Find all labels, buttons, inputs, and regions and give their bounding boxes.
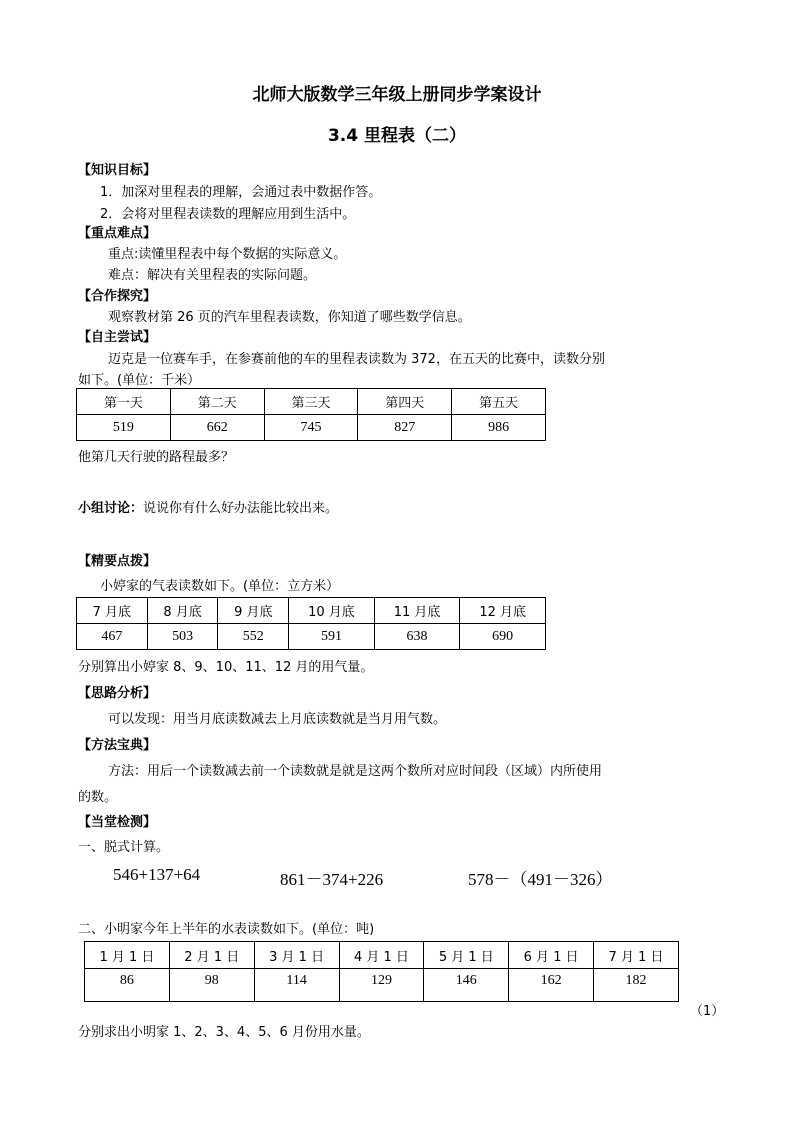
water-meter-table [84, 941, 679, 1002]
calc-expression-3: 578－（491－326） [468, 870, 613, 889]
goal-item-2: 2．会将对里程表读数的理解应用到生活中。 [100, 207, 356, 222]
explore-heading: 【合作探究】 [78, 289, 157, 304]
table-header-cell: 7 月底 [77, 598, 148, 624]
table-header-cell: 第四天 [358, 389, 452, 415]
table-cell: 986 [452, 415, 546, 441]
table-header-cell: 2 月 1 日 [169, 942, 254, 969]
table-cell: 146 [424, 969, 509, 1002]
table-cell: 519 [77, 415, 171, 441]
calc-expression-2: 861－374+226 [280, 870, 384, 889]
explore-text: 观察教材第 26 页的汽车里程表读数，你知道了哪些数学信息。 [108, 310, 471, 325]
table-header-cell: 9 月底 [218, 598, 289, 624]
table-cell: 467 [77, 624, 148, 650]
table-header-cell: 7 月 1 日 [594, 942, 679, 969]
self-try-text-line2: 如下。(单位：千米） [78, 373, 201, 388]
table-header-cell: 1 月 1 日 [85, 942, 170, 969]
table-header-cell: 第二天 [170, 389, 264, 415]
goal-item-1: 1．加深对里程表的理解，会通过表中数据作答。 [100, 185, 382, 200]
table-cell: 98 [169, 969, 254, 1002]
guide-text: 小婷家的气表读数如下。(单位：立方米） [100, 579, 340, 594]
table-cell: 638 [374, 624, 460, 650]
table-header-cell: 3 月 1 日 [254, 942, 339, 969]
question-2: 分别算出小婷家 8、9、10、11、12 月的用气量。 [78, 660, 374, 675]
race-odometer-table [76, 388, 546, 441]
method-text-line1: 方法：用后一个读数减去前一个读数就是就是这两个数所对应时间段（区域）内所使用 [108, 764, 603, 779]
table-header-cell: 10 月底 [289, 598, 375, 624]
analysis-heading: 【思路分析】 [78, 686, 157, 701]
table-row [77, 624, 546, 650]
method-heading: 【方法宝典】 [78, 738, 157, 753]
calc-title: 一、脱式计算。 [78, 840, 170, 855]
lesson-title: 3.4 里程表（二） [327, 126, 467, 146]
guide-heading: 【精要点拨】 [78, 554, 157, 569]
group-discussion-text: 说说你有什么好办法能比较出来。 [143, 501, 339, 516]
table-cell: 129 [339, 969, 424, 1002]
table-header-cell: 12 月底 [460, 598, 546, 624]
method-text-line2: 的数。 [78, 790, 118, 805]
knowledge-goal-heading: 【知识目标】 [78, 163, 157, 178]
calc-expression-1: 546+137+64 [113, 865, 201, 884]
page-title: 北师大版数学三年级上册同步学案设计 [252, 85, 542, 105]
table-header-row [77, 598, 546, 624]
table-header-cell: 第三天 [264, 389, 358, 415]
table-cell: 86 [85, 969, 170, 1002]
gas-meter-table [76, 597, 546, 650]
key-points-heading: 【重点难点】 [78, 226, 157, 241]
table-cell: 690 [460, 624, 546, 650]
table-cell: 827 [358, 415, 452, 441]
table-cell: 162 [509, 969, 594, 1002]
table-header-cell: 4 月 1 日 [339, 942, 424, 969]
table-header-row [85, 942, 679, 969]
analysis-text: 可以发现：用当月底读数减去上月底读数就是当月用气数。 [108, 712, 447, 727]
self-try-heading: 【自主尝试】 [78, 330, 157, 345]
table-header-cell: 5 月 1 日 [424, 942, 509, 969]
subquestion-number: （1） [690, 1004, 725, 1019]
table-header-cell: 11 月底 [374, 598, 460, 624]
key-point-text: 重点:读懂里程表中每个数据的实际意义。 [108, 247, 347, 262]
group-discussion [78, 497, 338, 516]
group-discussion-label: 小组讨论： [78, 501, 144, 516]
table-row [77, 415, 546, 441]
table-cell: 503 [147, 624, 218, 650]
table-header-row [77, 389, 546, 415]
table-cell: 114 [254, 969, 339, 1002]
table-row [85, 969, 679, 1002]
water-title: 二、小明家今年上半年的水表读数如下。(单位：吨) [78, 922, 375, 937]
question-1: 他第几天行驶的路程最多？ [78, 450, 235, 465]
table-cell: 662 [170, 415, 264, 441]
self-try-text-line1: 迈克是一位赛车手，在参赛前他的车的里程表读数为 372，在五天的比赛中，读数分别 [108, 352, 605, 367]
table-header-cell: 第五天 [452, 389, 546, 415]
question-3: 分别求出小明家 1、2、3、4、5、6 月份用水量。 [78, 1025, 370, 1040]
table-cell: 552 [218, 624, 289, 650]
table-cell: 745 [264, 415, 358, 441]
table-header-cell: 8 月底 [147, 598, 218, 624]
table-header-cell: 6 月 1 日 [509, 942, 594, 969]
difficulty-text: 难点：解决有关里程表的实际问题。 [108, 268, 317, 283]
table-cell: 591 [289, 624, 375, 650]
table-cell: 182 [594, 969, 679, 1002]
check-heading: 【当堂检测】 [78, 815, 157, 830]
table-header-cell: 第一天 [77, 389, 171, 415]
